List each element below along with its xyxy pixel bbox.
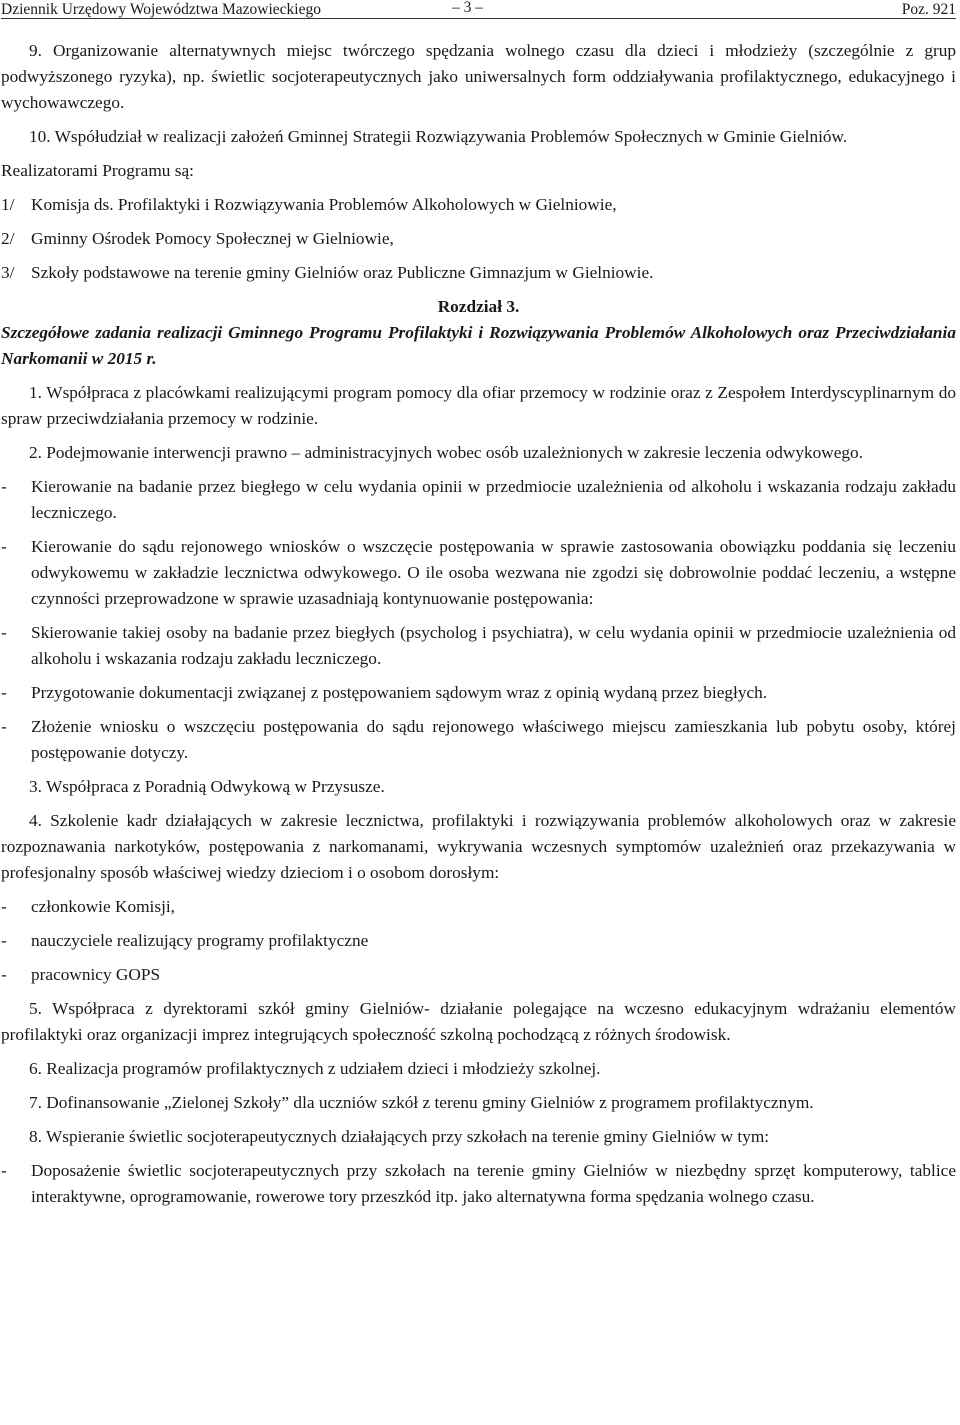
task-7: 7. Dofinansowanie „Zielonej Szkoły” dla uczniów szkół z terenu gminy Gielniów z programem profilaktycznym. bbox=[29, 1093, 814, 1112]
task-8-dash-item bbox=[1, 1158, 956, 1210]
document-body bbox=[1, 38, 956, 1210]
dash-mark: - bbox=[1, 965, 7, 984]
realizers-heading: Realizatorami Programu są: bbox=[1, 161, 194, 180]
dash-mark: - bbox=[1, 931, 7, 950]
dash-mark: - bbox=[1, 623, 7, 642]
dash-text: Złożenie wniosku o wszczęciu postępowania do sądu rejonowego właściwego miejscu zamieszkania lub pobytu osoby, której postępowanie dotyczy. bbox=[31, 717, 956, 762]
realizer-item bbox=[1, 192, 956, 218]
dash-text: pracownicy GOPS bbox=[31, 965, 161, 984]
dash-mark: - bbox=[1, 1161, 7, 1180]
page-header bbox=[1, 0, 956, 19]
realizer-text: Gminny Ośrodek Pomocy Społecznej w Gielniowie, bbox=[31, 229, 394, 248]
dash-mark: - bbox=[1, 683, 7, 702]
dash-text: Skierowanie takiej osoby na badanie przez biegłych (psycholog i psychiatra), w celu wydania opinii w przedmiocie uzależnienia od alkoholu i wskazania rodzaju zakładu leczniczego. bbox=[31, 623, 956, 668]
dash-text: Kierowanie na badanie przez biegłego w celu wydania opinii w przedmiocie uzależnienia od alkoholu i wskazania rodzaju zakładu leczniczego. bbox=[31, 477, 956, 522]
journal-title: Dziennik Urzędowy Województwa Mazowieckiego bbox=[1, 1, 321, 18]
dash-text: nauczyciele realizujący programy profilaktyczne bbox=[31, 931, 369, 950]
task-4: 4. Szkolenie kadr działających w zakresie lecznictwa, profilaktyki i rozwiązywania problemów alkoholowych oraz w zakresie rozpoznawania narkotyków, postępowania z narkomanami, wykrywania wczesnych symptomów uzależnień oraz przekazywania w profesjonalny sposób właściwej wiedzy dzieciom i o osobom dorosłym: bbox=[1, 811, 956, 882]
realizer-text: Komisja ds. Profilaktyki i Rozwiązywania Problemów Alkoholowych w Gielniowie, bbox=[31, 195, 617, 214]
page-number: – 3 – bbox=[452, 0, 483, 16]
dash-text: członkowie Komisji, bbox=[31, 897, 175, 916]
dash-mark: - bbox=[1, 477, 7, 496]
dash-mark: - bbox=[1, 897, 7, 916]
dash-text: Kierowanie do sądu rejonowego wniosków o wszczęcie postępowania w sprawie zastosowania obowiązku poddania się leczeniu odwykowemu w zakładzie lecznictwa odwykowego. O ile osoba wezwana nie zgodzi się dobrowolnie poddać leczeniu, a wstępne czynności przeprowadzone w sprawie uzasadniają kontynuowanie postępowania: bbox=[31, 537, 956, 608]
chapter-title: Rozdział 3. bbox=[437, 297, 520, 316]
realizer-text: Szkoły podstawowe na terenie gminy Gielniów oraz Publiczne Gimnazjum w Gielniowie. bbox=[31, 263, 654, 282]
task-1: 1. Współpraca z placówkami realizującymi program pomocy dla ofiar przemocy w rodzinie oraz z Zespołem Interdyscyplinarnym do spraw przeciwdziałania przemocy w rodzinie. bbox=[1, 383, 956, 428]
realizer-item bbox=[1, 226, 956, 252]
task-2-dash-item bbox=[1, 474, 956, 526]
task-2-dash-item bbox=[1, 620, 956, 672]
task-3: 3. Współpraca z Poradnią Odwykową w Przysusze. bbox=[29, 777, 385, 796]
task-6: 6. Realizacja programów profilaktycznych z udziałem dzieci i młodzieży szkolnej. bbox=[29, 1059, 601, 1078]
dash-text: Przygotowanie dokumentacji związanej z postępowaniem sądowym wraz z opinią wydaną przez biegłych. bbox=[31, 683, 768, 702]
position-number: Poz. 921 bbox=[901, 1, 956, 18]
task-8: 8. Wspieranie świetlic socjoterapeutycznych działających przy szkołach na terenie gminy Gielniów w tym: bbox=[29, 1127, 770, 1146]
task-2: 2. Podejmowanie interwencji prawno – administracyjnych wobec osób uzależnionych w zakresie leczenia odwykowego. bbox=[29, 443, 864, 462]
task-2-dash-item bbox=[1, 714, 956, 766]
paragraph-10: 10. Współudział w realizacji założeń Gminnej Strategii Rozwiązywania Problemów Społecznych w Gminie Gielniów. bbox=[29, 127, 848, 146]
dash-mark: - bbox=[1, 717, 7, 736]
task-2-dash-item bbox=[1, 680, 956, 706]
dash-mark: - bbox=[1, 537, 7, 556]
realizer-mark: 2/ bbox=[1, 229, 15, 248]
paragraph-9: 9. Organizowanie alternatywnych miejsc twórczego spędzania wolnego czasu dla dzieci i młodzieży (szczególnie z grup podwyższonego ryzyka), np. świetlic socjoterapeutycznych jako uniwersalnych form oddziaływania profilaktycznego, edukacyjnego i wychowawczego. bbox=[1, 41, 956, 112]
task-4-dash-item bbox=[1, 894, 956, 920]
task-5: 5. Współpraca z dyrektorami szkół gminy Gielniów- działanie polegające na wczesno edukacyjnym wdrażaniu elementów profilaktyki oraz organizacji imprez integrujących społeczność szkolną pochodzącą z różnych środowisk. bbox=[1, 999, 956, 1044]
task-4-dash-item bbox=[1, 928, 956, 954]
chapter-subtitle: Szczegółowe zadania realizacji Gminnego Programu Profilaktyki i Rozwiązywania Problemów Alkoholowych oraz Przeciwdziałania Narkomanii w 2015 r. bbox=[1, 323, 956, 368]
realizer-item bbox=[1, 260, 956, 286]
task-4-dash-item bbox=[1, 962, 956, 988]
realizer-mark: 3/ bbox=[1, 263, 15, 282]
task-2-dash-item bbox=[1, 534, 956, 612]
dash-text: Doposażenie świetlic socjoterapeutycznych przy szkołach na terenie gminy Gielniów w niezbędny sprzęt komputerowy, tablice interaktywne, oprogramowanie, rowerowe tory przeszkód itp. jako alternatywna forma spędzania wolnego czasu. bbox=[31, 1161, 956, 1206]
realizer-mark: 1/ bbox=[1, 195, 15, 214]
